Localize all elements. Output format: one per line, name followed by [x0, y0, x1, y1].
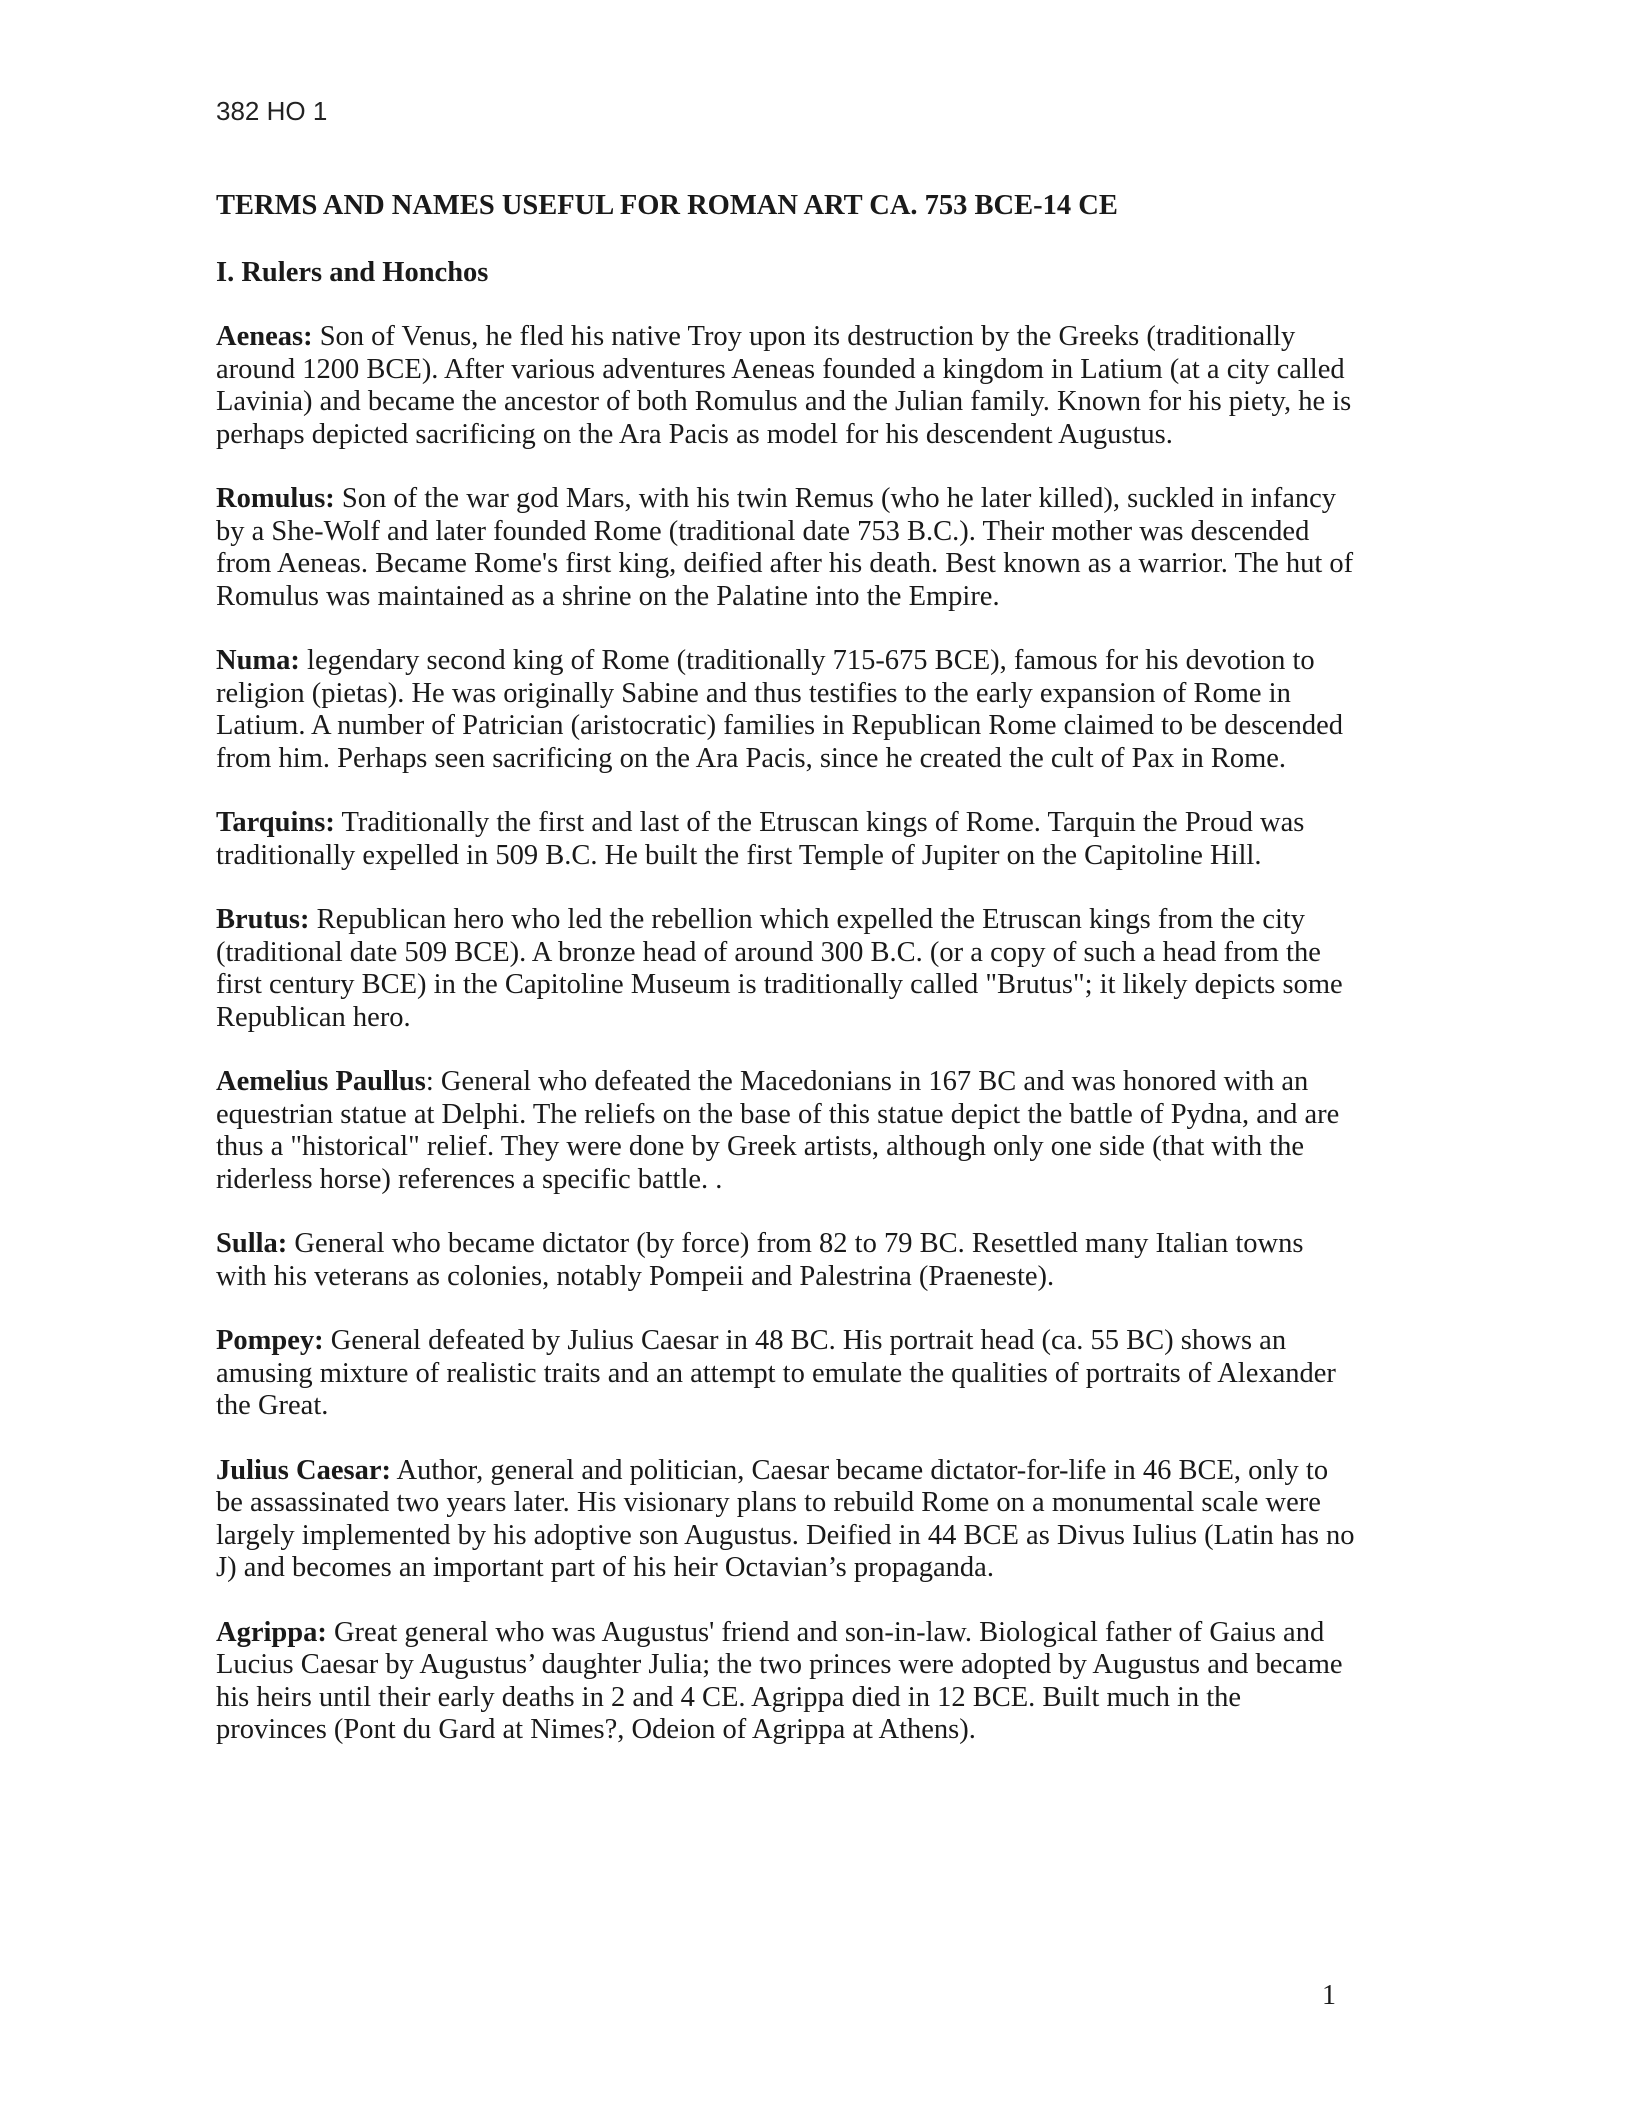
entry-brutus	[216, 904, 1356, 1034]
course-code: 382 HO 1	[216, 96, 328, 126]
entry-julius-caesar	[216, 1455, 1356, 1585]
entry-text: Son of Venus, he fled his native Troy upon its destruction by the Greeks (traditionally around 1200 BCE). After various adventures Aeneas founded a kingdom in Latium (at a city called Lavinia) and became the ancestor of both Romulus and the Julian family. Known for his piety, he is perhaps depicted sacrificing on the Ara Pacis as model for his descendent Augustus.	[216, 321, 1352, 450]
entry-text: Son of the war god Mars, with his twin Remus (who he later killed), suckled in infancy by a She-Wolf and later founded Rome (traditional date 753 B.C.). Their mother was descended from Aeneas. Became Rome's first king, deified after his death. Best known as a warrior. The hut of Romulus was maintained as a shrine on the Palatine into the Empire.	[216, 483, 1354, 612]
entry-term: Agrippa:	[216, 1616, 327, 1648]
document-body	[216, 190, 1356, 1779]
page-number: 1	[1322, 1980, 1336, 2011]
entry-text: Author, general and politician, Caesar became dictator-for-life in 46 BCE, only to be assassinated two years later. His visionary plans to rebuild Rome on a monumental scale were largely implemented by his adoptive son Augustus. Deified in 44 BCE as Divus Iulius (Latin has no J) and becomes an important part of his heir Octavian’s propaganda.	[216, 1454, 1355, 1583]
entry-term: Pompey:	[216, 1325, 324, 1356]
section-title: I. Rulers and Honchos	[216, 256, 489, 288]
entry-term: Sulla:	[216, 1228, 288, 1259]
entry-tarquins	[216, 807, 1356, 872]
entry-term: Numa:	[216, 645, 300, 676]
entry-text: Republican hero who led the rebellion which expelled the Etruscan kings from the city (traditional date 509 BCE). A bronze head of around 300 B.C. (or a copy of such a head from the first century BCE) in the Capitoline Museum is traditionally called "Brutus"; it likely depicts some Republican hero.	[216, 904, 1343, 1033]
entry-term: Tarquins:	[216, 807, 335, 838]
entry-agrippa	[216, 1617, 1356, 1747]
entry-sulla	[216, 1228, 1356, 1293]
entry-text: General who became dictator (by force) from 82 to 79 BC. Resettled many Italian towns with his veterans as colonies, notably Pompeii and Palestrina (Praeneste).	[216, 1228, 1304, 1292]
entry-term: Aeneas:	[216, 321, 313, 352]
entry-romulus	[216, 483, 1356, 613]
document-title: TERMS AND NAMES USEFUL FOR ROMAN ART CA. 753 BCE-14 CE	[216, 190, 1118, 221]
entry-aemelius-paullus	[216, 1066, 1356, 1196]
entry-text: General defeated by Julius Caesar in 48 BC. His portrait head (ca. 55 BC) shows an amusing mixture of realistic traits and an attempt to emulate the qualities of portraits of Alexander the Great.	[216, 1325, 1336, 1421]
entry-term: Brutus:	[216, 904, 310, 935]
entry-term: Aemelius Paullus	[216, 1066, 426, 1097]
entry-numa	[216, 645, 1356, 775]
entry-pompey	[216, 1325, 1356, 1423]
entry-text: Great general who was Augustus' friend and son-in-law. Biological father of Gaius and Lucius Caesar by Augustus’ daughter Julia; the two princes were adopted by Augustus and became his heirs until their early deaths in 2 and 4 CE. Agrippa died in 12 BCE. Built much in the provinces (Pont du Gard at Nimes?, Odeion of Agrippa at Athens).	[216, 1616, 1343, 1745]
entry-term: Romulus:	[216, 483, 335, 514]
entry-aeneas	[216, 321, 1356, 451]
entry-term: Julius Caesar:	[216, 1454, 391, 1486]
entry-text: Traditionally the first and last of the Etruscan kings of Rome. Tarquin the Proud was traditionally expelled in 509 B.C. He built the first Temple of Jupiter on the Capitoline Hill.	[216, 807, 1305, 871]
entry-text: legendary second king of Rome (traditionally 715-675 BCE), famous for his devotion to religion (pietas). He was originally Sabine and thus testifies to the early expansion of Rome in Latium. A number of Patrician (aristocratic) families in Republican Rome claimed to be descended from him. Perhaps seen sacrificing on the Ara Pacis, since he created the cult of Pax in Rome.	[216, 645, 1343, 774]
entry-text: : General who defeated the Macedonians in 167 BC and was honored with an equestrian statue at Delphi. The reliefs on the base of this statue depict the battle of Pydna, and are thus a "historical" relief. They were done by Greek artists, although only one side (that with the riderless horse) references a specific battle. .	[216, 1066, 1340, 1195]
